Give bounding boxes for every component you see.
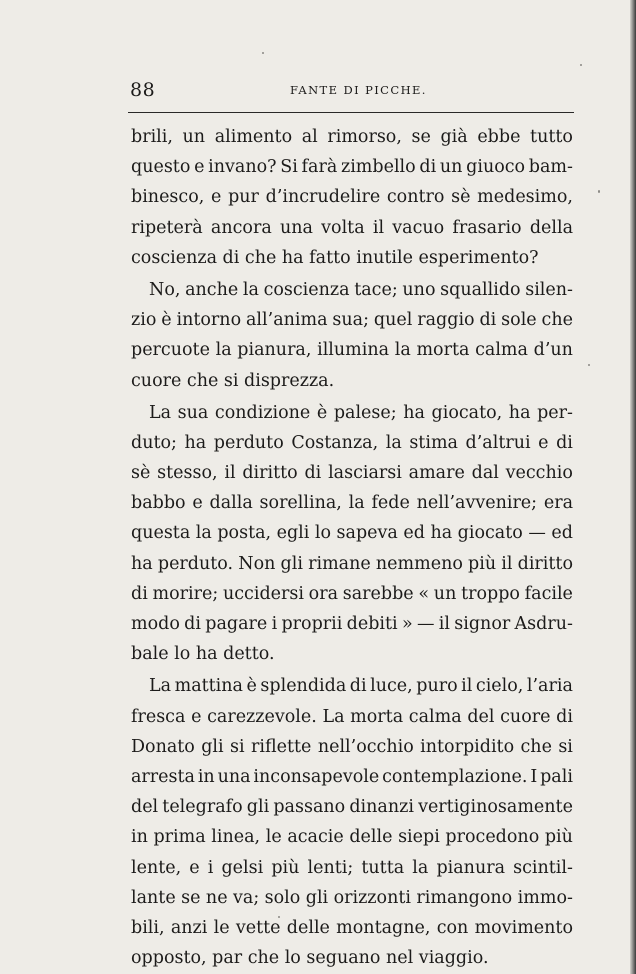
text-line: duto; ha perduto Costanza, la stima d’altrui e di [131,432,573,453]
text-line: bale lo ha detto. [131,644,275,665]
text-line: babbo e dalla sorellina, la fede nell’avvenire; era [131,493,573,514]
paper-speck [262,52,264,54]
text-line: coscienza di che ha fatto inutile esperimento? [131,247,539,268]
text-line: ripeterà ancora una volta il vacuo frasario della [131,217,573,238]
paragraph [131,671,573,973]
text-line: arresta in una inconsapevole contemplazione. I pali [131,766,573,787]
text-line: binesco, e pur d’incrudelire contro sè medesimo, [131,187,573,208]
header-rule [128,112,574,113]
running-head: FANTE DI PICCHE. [290,83,427,97]
page-edge-shadow [630,0,636,974]
text-line: questa la posta, egli lo sapeva ed ha giocato — ed [131,523,573,544]
text-line: di morire; uccidersi ora sarebbe « un troppo facile [131,583,573,604]
text-line: zio è intorno all’anima sua; quel raggio di sole che [131,310,573,331]
text-line: bili, anzi le vette delle montagne, con movimento [131,917,573,938]
body-text [131,122,573,973]
paragraph [131,398,573,670]
paper-speck [278,916,280,918]
page-number: 88 [130,79,156,101]
text-line: del telegrafo gli passano dinanzi vertiginosamente [131,797,573,818]
paper-speck [588,364,590,366]
paragraph [131,122,573,273]
text-line: cuore che si disprezza. [131,370,335,391]
text-line: lante se ne va; solo gli orizzonti rimangono immo- [131,887,573,908]
text-line: Donato gli si riflette nell’occhio intorpidito che si [131,736,573,757]
text-line: La mattina è splendida di luce, puro il cielo, l’aria [149,676,573,697]
text-line: in prima linea, le acacie delle siepi procedono più [131,827,573,848]
text-line: percuote la pianura, illumina la morta calma d’un [131,340,573,361]
page-header [130,78,574,104]
text-line: brili, un alimento al rimorso, se già ebbe tutto [131,127,573,147]
text-line: ha perduto. Non gli rimane nemmeno più il diritto [131,553,573,574]
text-line: opposto, par che lo seguano nel viaggio. [131,948,489,969]
text-line: La sua condizione è palese; ha giocato, ha per- [149,402,573,423]
text-line: sè stesso, il diritto di lasciarsi amare dal vecchio [131,463,573,484]
text-line: No, anche la coscienza tace; uno squallido silen- [149,279,573,300]
text-line: lente, e i gelsi più lenti; tutta la pianura scintil- [131,857,573,878]
paper-speck [598,190,600,193]
paper-speck [580,64,582,66]
text-line: fresca e carezzevole. La morta calma del cuore di [131,706,573,727]
text-line: modo di pagare i proprii debiti » — il signor Asdru- [131,614,573,634]
text-line: questo e invano? Si farà zimbello di un giuoco bam- [131,157,573,178]
paragraph [131,275,573,396]
